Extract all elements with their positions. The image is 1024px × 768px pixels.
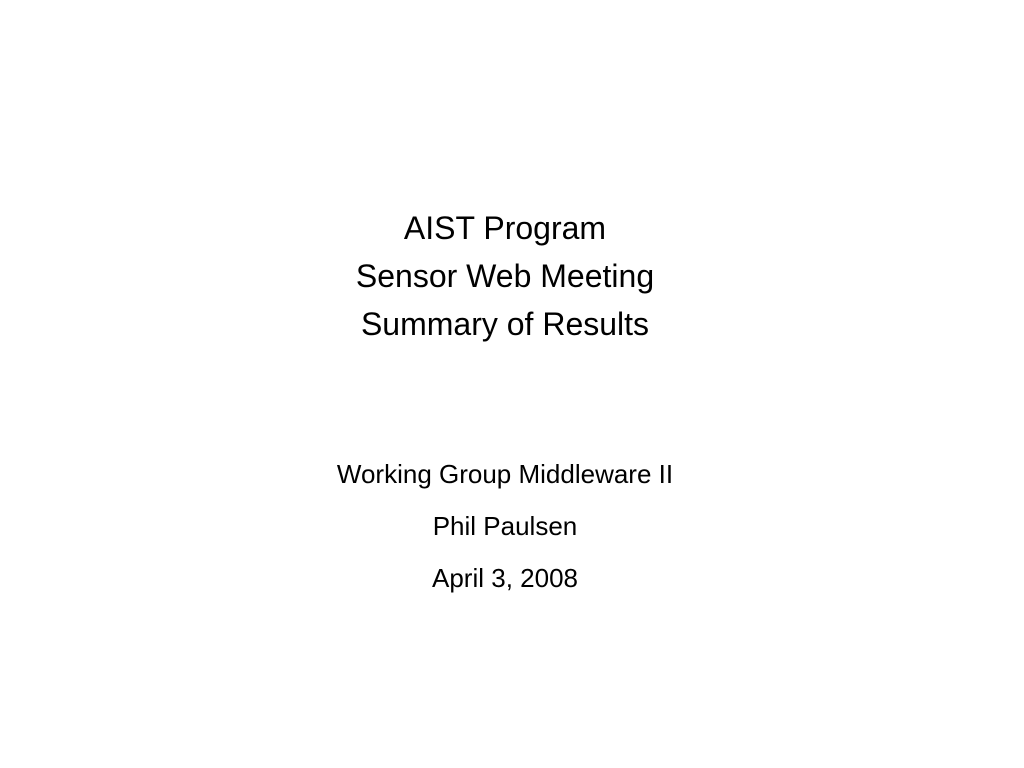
slide-title [0,204,1010,348]
slide-subtitle [0,448,1010,604]
subtitle-date: April 3, 2008 [432,563,578,593]
title-line-meeting: Sensor Web Meeting [355,258,655,294]
title-line-summary: Summary of Results [360,306,650,342]
title-line-program: AIST Program [403,210,607,246]
subtitle-working-group: Working Group Middleware II [336,459,674,489]
subtitle-presenter: Phil Paulsen [432,511,578,541]
